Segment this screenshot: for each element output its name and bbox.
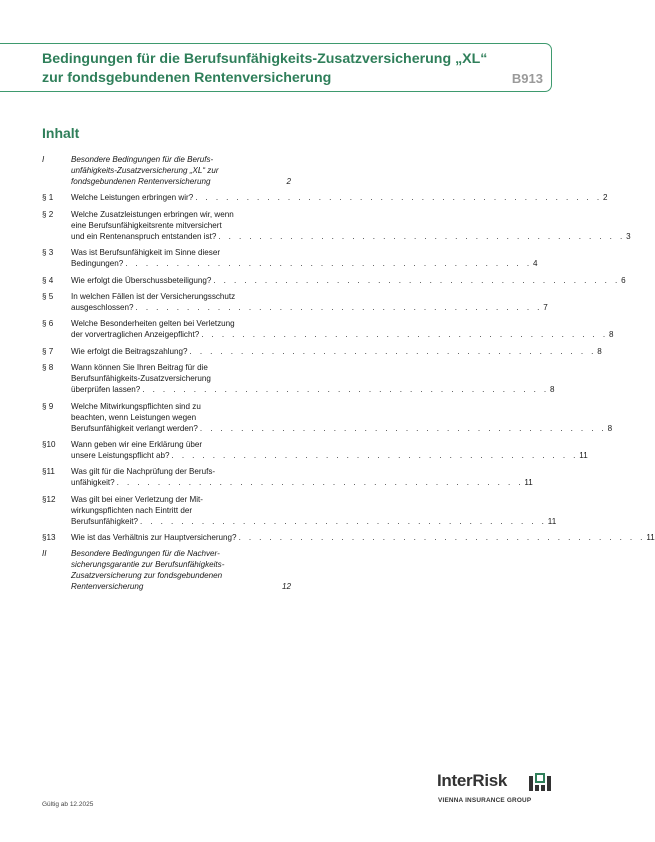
toc-entry — [42, 318, 614, 340]
dot-leader: . . . . . . . . . . . . . . . . . . . . . . . . . . . . . . . . . . . . . . . . — [171, 450, 579, 460]
toc-entry-page: 11 — [547, 516, 557, 526]
toc-entry-text: Berufsunfähigkeits-Zusatzversicherung — [71, 374, 211, 384]
toc-entry-number: § 6 — [42, 319, 54, 329]
toc-entry-text: ausgeschlossen? — [71, 302, 134, 312]
toc-entry-page: 11 — [579, 450, 588, 460]
toc-entry-page: 11 — [646, 533, 655, 543]
toc-entry — [42, 275, 626, 286]
dot-leader: . . . . . . . . . . . . . . . . . . . . . . . . . . . . . . . . . . . . . . . . — [125, 259, 532, 269]
toc-entry — [42, 362, 555, 395]
toc-entry-text: Besondere Bedingungen für die Berufs- — [71, 155, 214, 164]
toc-entry-text: Bedingungen? — [71, 259, 124, 269]
toc-entry-page: 4 — [532, 259, 538, 269]
logo-mark-icon — [529, 773, 551, 791]
toc-entry-text: der vorvertraglichen Anzeigepflicht? — [71, 330, 200, 340]
toc-entry-text: beachten, wenn Leistungen wegen — [71, 412, 197, 422]
toc-entry-page: 11 — [524, 478, 533, 488]
toc-entry-text: und ein Rentenanspruch entstanden ist? — [71, 231, 217, 241]
toc-entry-number: § 9 — [42, 401, 54, 411]
toc-entry-text: unfähigkeits-Zusatzversicherung „XL“ zur — [71, 166, 219, 175]
toc-entry-number: §12 — [42, 494, 56, 504]
toc-entry-page: 3 — [626, 231, 631, 241]
toc-entry-text: Wie ist das Verhältnis zur Hauptversicherung? — [71, 533, 237, 543]
dot-leader: . . . . . . . . . . . . . . . . . . . . . . . . . . . . . . . . . . . . . . . . — [218, 231, 626, 241]
table-of-contents — [42, 154, 655, 598]
toc-entry-text: Wie erfolgt die Beitragszahlung? — [71, 346, 188, 356]
toc-entry-number: § 2 — [42, 209, 54, 219]
toc-entry-page: 2 — [286, 177, 291, 186]
toc-entry — [42, 439, 588, 461]
toc-entry-number: § 3 — [42, 248, 54, 258]
toc-entry-number: § 5 — [42, 291, 54, 301]
toc-entry-text: Welche Leistungen erbringen wir? — [71, 193, 194, 203]
toc-entry-text: Besondere Bedingungen für die Nachver- — [71, 549, 220, 559]
dot-leader: . . . . . . . . . . . . . . . . . . . . . . . . . . . . . . . . . . . . . . . . — [195, 193, 602, 203]
toc-entry-text: unsere Leistungspflicht ab? — [71, 450, 170, 460]
toc-entry — [42, 494, 557, 527]
logo-wordmark: InterRisk — [437, 771, 508, 790]
toc-entry-page: 8 — [607, 423, 613, 433]
toc-entry-text: Zusatzversicherung zur fondsgebundenen — [71, 571, 223, 581]
dot-leader: . . . . . . . . . . . . . . . . . . . . . . . . . . . . . . . . . . . . . . . . — [142, 385, 550, 395]
toc-entry — [42, 401, 613, 434]
toc-entry-text: Was gilt bei einer Verletzung der Mit- — [71, 494, 203, 504]
toc-entry-text: Wie erfolgt die Überschussbeteiligung? — [71, 275, 212, 285]
toc-entry-text: eine Berufsunfähigkeitsrente mitversichert — [71, 220, 222, 230]
toc-entry-number: § 7 — [42, 346, 54, 356]
toc-entry-text: Welche Besonderheiten gelten bei Verletzung — [71, 319, 235, 329]
toc-entry-number: §13 — [42, 533, 56, 543]
toc-entry-text: Wann geben wir eine Erklärung über — [71, 439, 203, 449]
toc-entry-page: 7 — [543, 302, 548, 312]
toc-entry-text: Was gilt für die Nachprüfung der Berufs- — [71, 467, 216, 477]
toc-entry — [42, 247, 538, 269]
logo-tagline: VIENNA INSURANCE GROUP — [438, 797, 532, 804]
toc-entry-text: wirkungspflichten nach Eintritt der — [71, 505, 193, 515]
toc-entry-page: 8 — [550, 385, 555, 395]
toc-entry — [42, 466, 533, 488]
dot-leader: . . . . . . . . . . . . . . . . . . . . . . . . . . . . . . . . . . . . . . . . — [140, 516, 547, 526]
toc-entry-page: 6 — [621, 275, 626, 285]
dot-leader: . . . . . . . . . . . . . . . . . . . . . . . . . . . . . . . . . . . . . . . . — [238, 533, 646, 543]
toc-entry — [42, 346, 602, 357]
toc-entry-page: 8 — [608, 330, 614, 340]
toc-entry-text: überprüfen lassen? — [71, 385, 141, 395]
validity-note: Gültig ab 12.2025 — [42, 801, 94, 808]
dot-leader: . . . . . . . . . . . . . . . . . . . . . . . . . . . . . . . . . . . . . . . . — [201, 330, 608, 340]
toc-entry-text: fondsgebundenen Rentenversicherung — [71, 177, 211, 186]
toc-entry-text: unfähigkeit? — [71, 478, 115, 488]
toc-entry-number: § 4 — [42, 275, 54, 285]
toc-entry-text: Wann können Sie Ihren Beitrag für die — [71, 363, 208, 373]
dot-leader: . . . . . . . . . . . . . . . . . . . . . . . . . . . . . . . . . . . . . . . . — [199, 423, 607, 433]
toc-entry-text: Welche Mitwirkungspflichten sind zu — [71, 401, 201, 411]
dot-leader: . . . . . . . . . . . . . . . . . . . . . . . . . . . . . . . . . . . . . . . . — [135, 302, 543, 312]
toc-entry-number: I — [42, 155, 45, 164]
dot-leader: . . . . . . . . . . . . . . . . . . . . . . . . . . . . . . . . . . . . . . . . — [116, 478, 524, 488]
toc-entry-text: sicherungsgarantie zur Berufsunfähigkeits- — [71, 560, 225, 570]
toc-entry — [42, 209, 631, 242]
toc-entry-page: 12 — [281, 582, 291, 592]
interrisk-logo — [437, 771, 555, 811]
toc-entry-number: § 1 — [42, 193, 54, 203]
toc-entry-number: § 8 — [42, 363, 54, 373]
toc-entry-text: Rentenversicherung — [71, 582, 144, 592]
document-code: B913 — [511, 71, 543, 86]
toc-entry — [42, 154, 292, 187]
toc-entry-page: 2 — [602, 193, 608, 203]
toc-entry-text: In welchen Fällen ist der Versicherungsschutz — [71, 291, 236, 301]
toc-entry-text: Was ist Berufsunfähigkeit im Sinne dieser — [71, 248, 221, 258]
toc-entry — [42, 532, 655, 543]
toc-entry-page: 8 — [597, 346, 602, 356]
toc-entry — [42, 291, 548, 313]
document-title-line-2: zur fondsgebundenen Rentenversicherung — [42, 70, 332, 86]
dot-leader: . . . . . . . . . . . . . . . . . . . . . . . . . . . . . . . . . . . . . . . . — [189, 346, 597, 356]
toc-entry — [42, 548, 292, 592]
toc-entry-text: Berufsunfähigkeit verlangt werden? — [71, 423, 198, 433]
dot-leader: . . . . . . . . . . . . . . . . . . . . . . . . . . . . . . . . . . . . . . . . — [213, 275, 621, 285]
toc-entry-number: §11 — [42, 467, 55, 477]
toc-entry-text: Berufsunfähigkeit? — [71, 516, 139, 526]
contents-heading: Inhalt — [42, 125, 80, 141]
toc-entry-text: Welche Zusatzleistungen erbringen wir, wenn — [71, 209, 234, 219]
toc-entry — [42, 192, 608, 203]
toc-entry-number: §10 — [42, 439, 56, 449]
toc-entry-number: II — [42, 549, 47, 559]
document-title-line-1: Bedingungen für die Berufsunfähigkeits-Zusatzversicherung „XL“ — [42, 51, 488, 67]
